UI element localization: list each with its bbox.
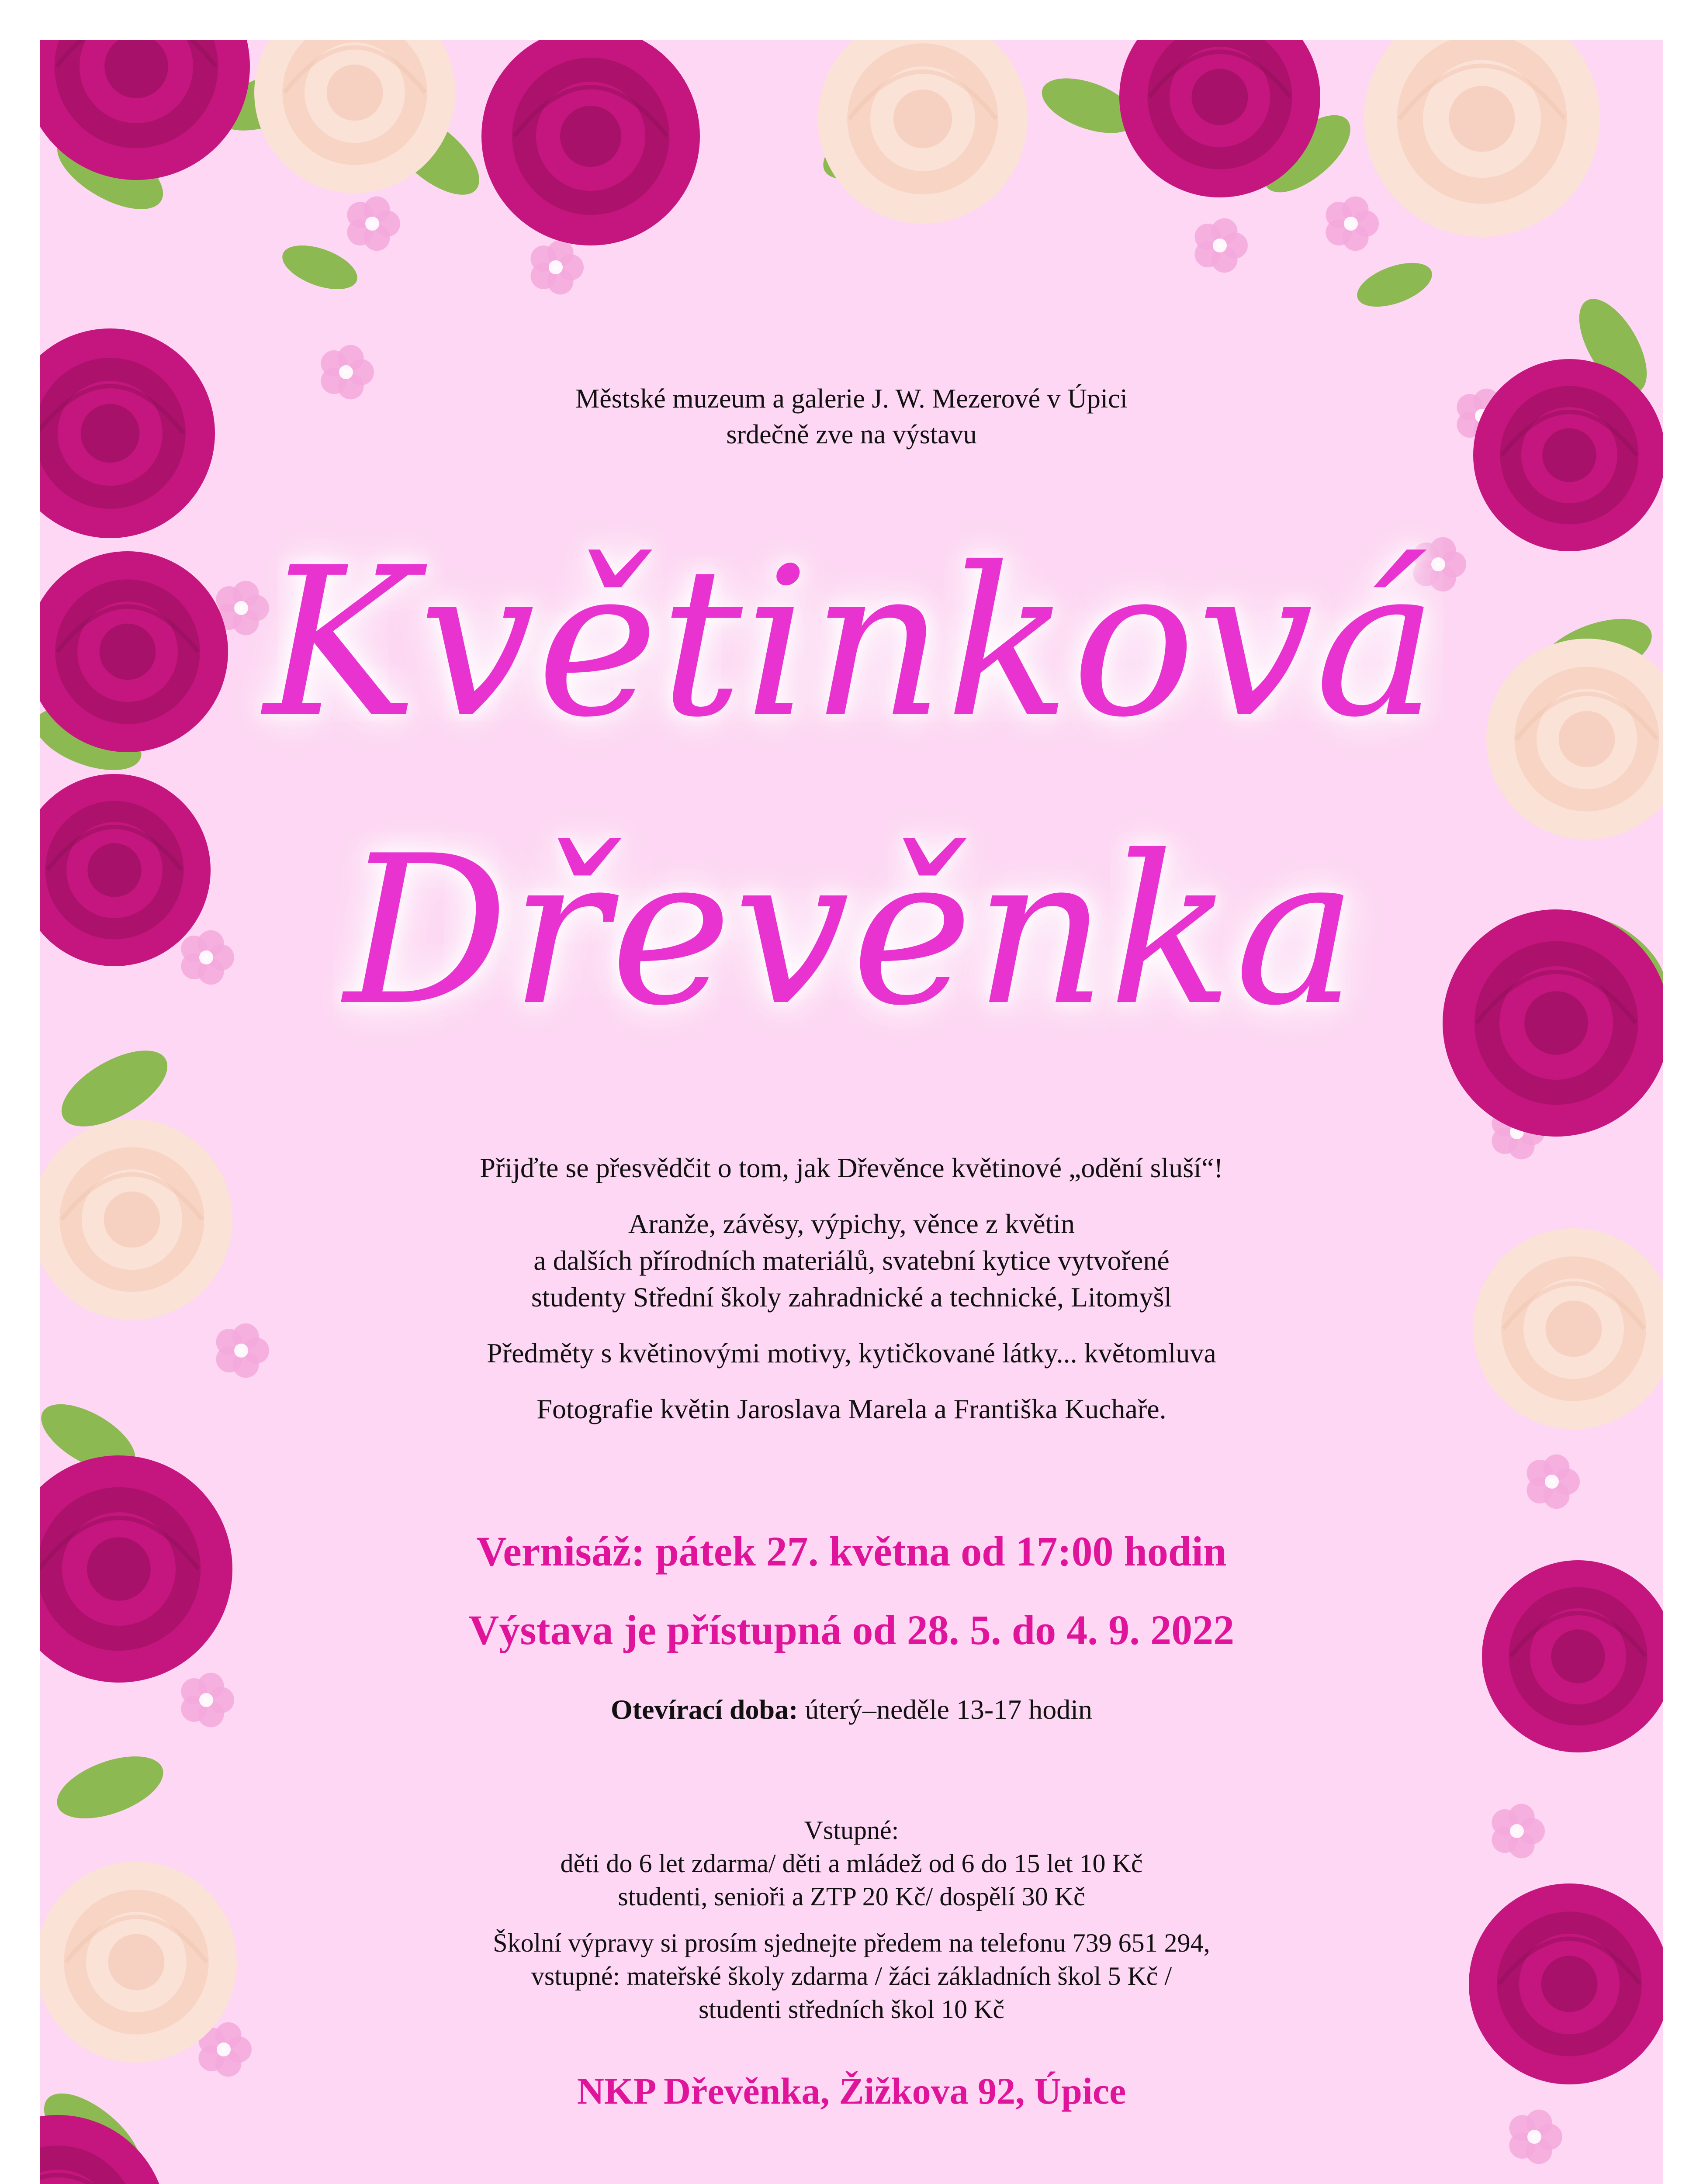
exhibition-dates: Výstava je přístupná od 28. 5. do 4. 9. 2022 [468, 1607, 1235, 1653]
admission-label: Vstupné: [804, 1816, 899, 1845]
description-arrangements-line-1: Aranže, závěsy, výpichy, věnce z květin [628, 1208, 1075, 1239]
description-photos: Fotografie květin Jaroslava Marela a Františka Kuchaře. [537, 1393, 1166, 1424]
poster [40, 40, 1663, 2184]
intro-line-2: srdečně zve na výstavu [726, 420, 977, 449]
school-line-1: Školní výpravy si prosím sjednejte předem na telefonu 739 651 294, [493, 1928, 1210, 1957]
title-line-1: Květinková [263, 523, 1440, 762]
intro-line-1: Městské muzeum a galerie J. W. Mezerové v Úpici [575, 384, 1128, 414]
admission-prices [40, 1814, 1663, 1913]
admission-line-1: děti do 6 let zdarma/ děti a mládež od 6 do 15 let 10 Kč [560, 1849, 1143, 1878]
description-objects: Předměty s květinovými motivy, kytičkované látky... květomluva [487, 1337, 1216, 1368]
admission-info [40, 1814, 1663, 2039]
description-arrangements-line-2: a dalších přírodních materiálů, svatební kytice vytvořené [533, 1245, 1170, 1276]
venue-address: NKP Dřevěnka, Žižkova 92, Úpice [577, 2070, 1126, 2112]
description-arrangements [40, 1206, 1663, 1316]
intro-text [40, 381, 1663, 453]
description-invitation: Přijďte se přesvědčit o tom, jak Dřevěnce květinové „odění sluší“! [480, 1152, 1223, 1183]
school-line-2: vstupné: mateřské školy zdarma / žáci základních škol 5 Kč / [531, 1962, 1172, 1990]
opening-hours-value: úterý–neděle 13-17 hodin [798, 1694, 1092, 1725]
title-line-2: Dřevěnka [344, 812, 1359, 1051]
opening-hours-label: Otevírací doba: [611, 1694, 798, 1725]
vernissage-info: Vernisáž: pátek 27. května od 17:00 hodin [476, 1528, 1227, 1575]
school-groups-info [40, 1926, 1663, 2026]
description-arrangements-line-3: studenty Střední školy zahradnické a technické, Litomyšl [531, 1282, 1172, 1313]
admission-line-2: studenti, senioři a ZTP 20 Kč/ dospělí 30 Kč [618, 1882, 1085, 1911]
school-line-3: studenti středních škol 10 Kč [699, 1995, 1004, 2024]
opening-hours [40, 1691, 1663, 1728]
description [40, 1150, 1663, 1447]
